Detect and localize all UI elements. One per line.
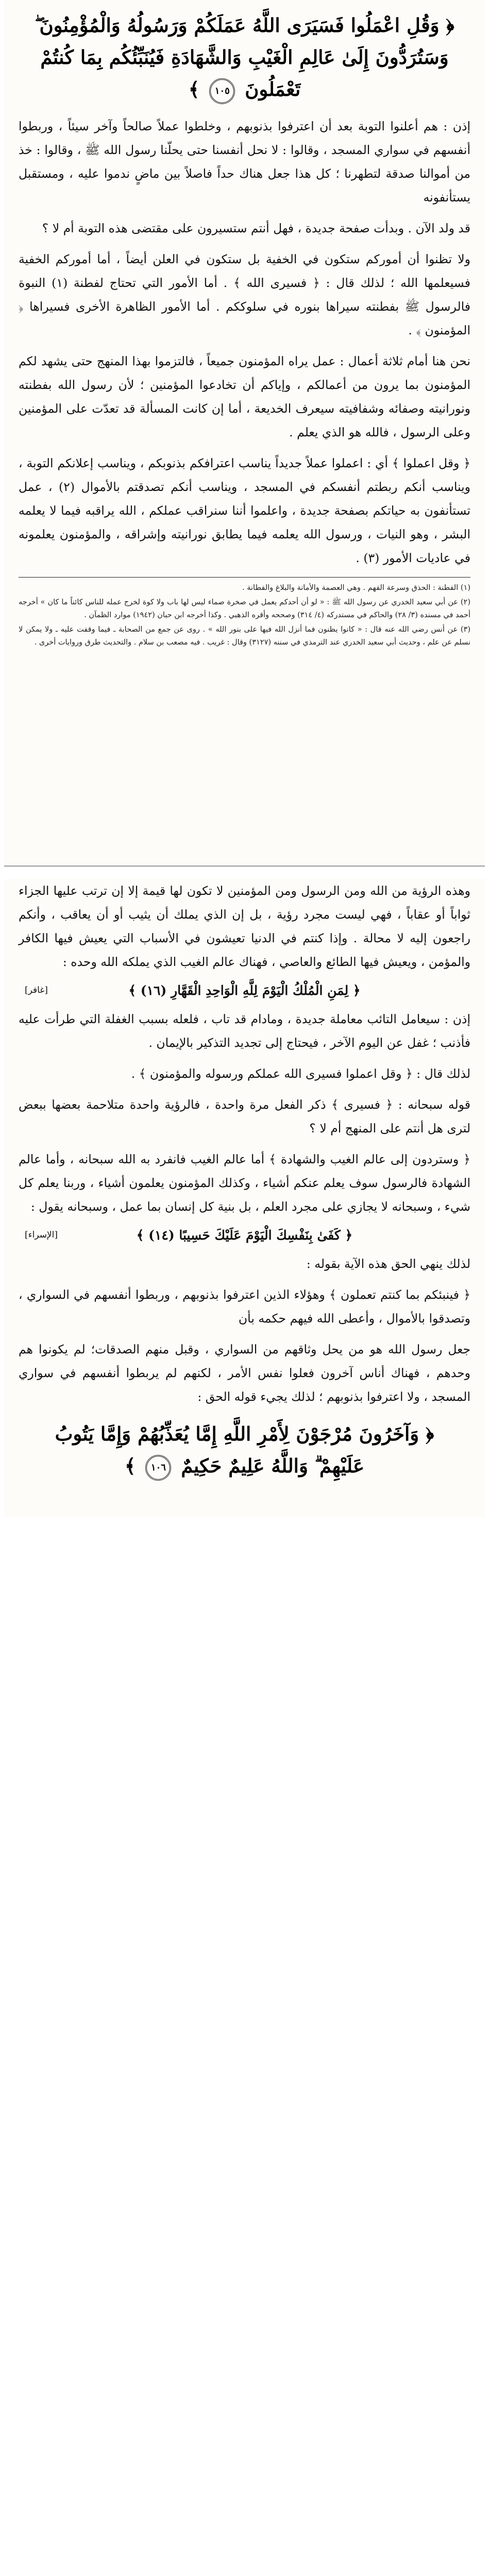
quran-quote — [25, 983, 464, 998]
quote-source: [غافر] — [25, 985, 48, 995]
paragraph: لذلك ينهي الحق هذه الآية بقوله : — [306, 1257, 470, 1271]
quran-verse-footer — [25, 1409, 464, 1491]
paragraph: وهذه الرؤية من الله ومن الرسول ومن المؤمنين لا تكون لها قيمة إلا إن ترتب عليها الجزاء ثواباً أو عقاباً ، فهي ليست مجرد رؤية ، بل إن الذي يملك أن يثيب أو أن يعاقب ، وأنكم راجعون إليه لا محالة . وإذا كنتم في الدنيا تعيشون في الأسباب التي يعيش فيها الكافر والمؤمن ، ويعيش فيها الطائع والعاصي ، فهناك عالم الغيب الذي يملكه الله وحده : — [19, 884, 470, 969]
paragraph: ﴿ فينبئكم بما كنتم تعملون ﴾ وهؤلاء الذين اعترفوا بذنوبهم ، وربطوا أنفسهم في السواري ، وتصدقوا بالأموال ، وأعطى الله فيهم حكمه بأن — [19, 1287, 470, 1326]
quote-text: ﴿ لِمَنِ الْمُلْكُ الْيَوْمَ لِلَّهِ الْوَاحِدِ الْقَهَّارِ (١٦) ﴾ — [128, 983, 361, 998]
paragraph: ولا تظنوا أن أموركم ستكون في الخفية بل ستكون في العلن أيضاً ، أما أموركم الخفية فسيعلمها الله ؛ لذلك قال : ﴿ فسيرى الله ﴾ . أما الأمور التي تحتاج لفطنة (١) النبوة فالرسول ﷺ بفطنته سيراها بنوره في سلوككم . أما الأمور الظاهرة الأخرى فسيراها ﴿ المؤمنون ﴾ . — [19, 252, 470, 337]
quran-verse-header — [25, 0, 464, 114]
verse-text: ﴿ وَآخَرُونَ مُرْجَوْنَ لِأَمْرِ اللَّهِ إِمَّا يُعَذِّبُهُمْ وَإِمَّا يَتُوبُ عَلَيْهِمْ ۗ وَاللَّهُ عَلِيمٌ حَكِيمٌ — [55, 1422, 434, 1477]
footnote: (١) الفطنة : الحذق وسرعة الفهم . وهي العصمة والأمانة والبلاغ والفطانة . — [242, 584, 470, 592]
verse-end-bracket: ﴾ — [124, 1454, 136, 1477]
verse-end-bracket: ﴾ — [188, 78, 200, 100]
quran-quote — [25, 1228, 464, 1243]
footnote-divider — [19, 577, 470, 578]
scanned-page-top — [4, 0, 485, 867]
footnote: (٢) عن أبي سعيد الخدري عن رسول الله ﷺ : « لو أن أحدكم يعمل في صخرة صماء ليس لها باب ولا كوة لخرج عمله للناس كائناً ما كان » أخرجه أحمد في مسنده (٣/ ٢٨) والحاكم في مستدركه (٤/ ٣١٤) وصححه وأقره الذهبي . وكذا أخرجه ابن حبان (١٩٤٢) موارد الظمآن . — [19, 598, 470, 619]
quote-source: [الإسراء] — [25, 1230, 58, 1240]
paragraph: ﴿ وقل اعملوا ﴾ أي : اعملوا عملاً جديداً يناسب اعترافكم بذنوبكم ، ويناسب إعلانكم التوبة ، ويناسب أنكم ربطتم أنفسكم في المسجد ، ويناسب أنكم تصدقتم بالأموال (٢) ، عمل تستأنفون به حياتكم بصفحة جديدة ، واعلموا أننا سنراقب عملكم ، الله يراقبه فيما لا يعلمه البشر ، وهو النيات ، ورسول الله يعلمه فيما يطابق نورانيته وإشراقه ، والمؤمنون يعلمونه في عاديات الأمور (٣) . — [19, 456, 470, 565]
paragraph: إذن : سيعامل التائب معاملة جديدة ، ومادام قد تاب ، فلعله بسبب الغفلة التي طرأت عليه فأذنب ؛ غفل عن اليوم الآخر ، فيحتاج إلى تجديد التذكير بالإيمان . — [19, 1012, 470, 1050]
paragraph: إذن : هم أعلنوا التوبة بعد أن اعترفوا بذنوبهم ، وخلطوا عملاً صالحاً وآخر سيئاً ، وربطوا أنفسهم في سواري المسجد ، وقالوا : لا نحل أنفسنا حتى يحلّنا رسول الله ﷺ ، وقالوا : خذ من أموالنا صدقة لتطهرنا ؛ كل هذا جعل هناك حداً فاصلاً بين ماضٍ ندموا عليه ، ومستقبل يستأنفونه — [19, 119, 470, 205]
footnote: (٣) عن أنس رضي الله عنه قال : « كانوا يظنون فما أنزل الله فيها على بنور الله » . روى عن جمع من الصحابة ـ فيما وقفت عليه ـ ولا يمكن لا نسلم عن علم ، وحديث أبي سعيد الخدري عند الترمذي في سننه (٣١٢٧) وقال : غريب . فيه مصعب بن سلام . والتحديث طرق وروايات أخرى . — [19, 625, 470, 647]
paragraph: قد ولد الآن . وبدأت صفحة جديدة ، فهل أنتم ستسيرون على مقتضى هذه التوبة أم لا ؟ — [42, 221, 470, 235]
scanned-page-bottom — [4, 879, 485, 1518]
verse-text: ﴿ وَقُلِ اعْمَلُوا فَسَيَرَى اللَّهُ عَمَلَكُمْ وَرَسُولُهُ وَالْمُؤْمِنُونَ ۖ وَسَتُرَدُّونَ إِلَىٰ عَالِمِ الْغَيْبِ وَالشَّهَادَةِ فَيُنَبِّئُكُم بِمَا كُنتُمْ تَعْمَلُونَ — [35, 14, 454, 100]
paragraph: نحن هنا أمام ثلاثة أعمال : عمل يراه المؤمنون جميعاً ، فالتزموا بهذا المنهج حتى يشهد لكم المؤمنون بما يرون من أعمالكم ، وإياكم أن تخادعوا المؤمنين ؛ لأن رسول الله بفطنته ونورانيته وصفائه وشفافيته سيعرف الخديعة ، أما إن كانت المسألة قد تعدّت على المؤمنين وعلى الرسول ، فالله هو الذي يعلم . — [19, 354, 470, 439]
verse-number-badge: ١٠٥ — [209, 78, 235, 104]
paragraph: جعل رسول الله هو من يحل وثاقهم من السواري ، وقبل منهم الصدقات؛ لم يكونوا هم وحدهم ، فهناك أناس آخرون فعلوا نفس الأمر ، لكنهم لم يربطوا أنفسهم في سواري المسجد ، ولا اعترفوا بذنوبهم ؛ لذلك يجيء قوله الحق : — [19, 1342, 470, 1404]
quote-text: ﴿ كَفَىٰ بِنَفْسِكَ الْيَوْمَ عَلَيْكَ حَسِيبًا (١٤) ﴾ — [136, 1228, 353, 1243]
paragraph: لذلك قال : ﴿ وقل اعملوا فسيرى الله عملكم ورسوله والمؤمنون ﴾ . — [131, 1066, 470, 1081]
footnotes — [19, 582, 470, 649]
verse-number-badge: ١٠٦ — [145, 1455, 171, 1481]
paragraph: قوله سبحانه : ﴿ فسيرى ﴾ ذكر الفعل مرة واحدة ، فالرؤية واحدة متلاحمة بعضها ببعض لترى هل أنتم على المنهج أم لا ؟ — [19, 1097, 470, 1136]
paragraph: ﴿ وستردون إلى عالم الغيب والشهادة ﴾ أما عالم الغيب فانفرد به الله سبحانه ، وأما عالم الشهادة فالرسول سوف يعلم عنكم أشياء ، وكذلك المؤمنون يعلمون أشياء ، وربنا يعلم كل شيء ، وسبحانه لا يجازي على مجرد العلم ، بل بنية كل إنسان بما عمل ، وسبحانه يقول : — [19, 1152, 470, 1214]
